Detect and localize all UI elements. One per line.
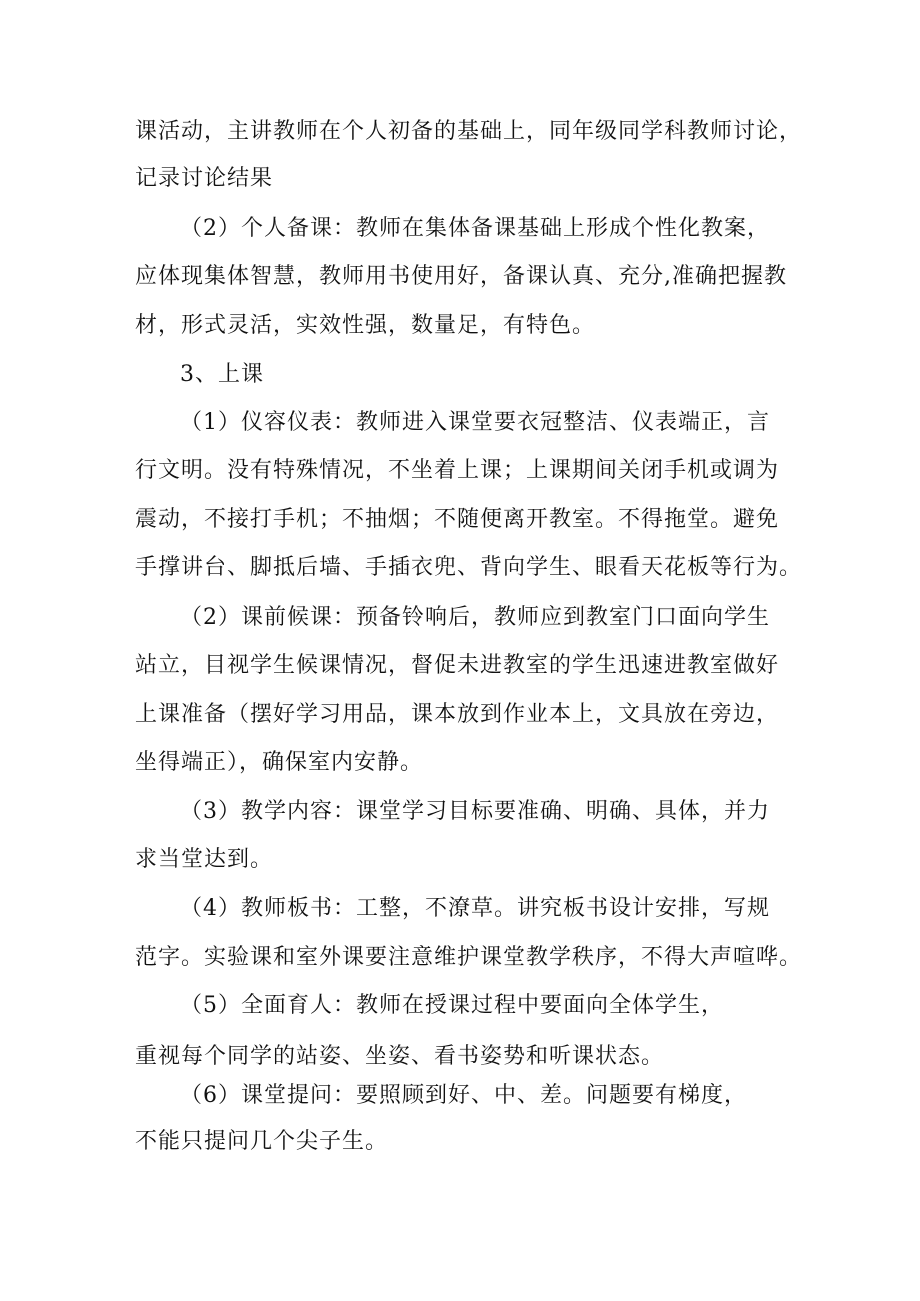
text-line: 上课准备（摆好学习用品，课本放到作业本上，文具放在旁边， (135, 702, 780, 727)
text-line: （2）个人备课：教师在集体备课基础上形成个性化教案， (180, 216, 770, 241)
text-line: 手撑讲台、脚抵后墙、手插衣兜、背向学生、眼看天花板等行为。 (135, 555, 803, 580)
text-line: 应体现集体智慧，教师用书使用好，备课认真、充分,准确把握教 (135, 264, 787, 289)
text-line: 行文明。没有特殊情况，不坐着上课；上课期间关闭手机或调为 (135, 458, 780, 483)
text-line: 求当堂达到。 (135, 847, 274, 872)
text-line: 课活动，主讲教师在个人初备的基础上，同年级同学科教师讨论， (135, 119, 803, 144)
text-line: （2）课前候课：预备铃响后，教师应到教室门口面向学生 (180, 605, 770, 630)
text-line: （1）仪容仪表：教师进入课堂要衣冠整洁、仪表端正，言 (180, 410, 770, 435)
text-line: （5）全面育人：教师在授课过程中要面向全体学生， (180, 993, 724, 1018)
section-heading: 3、上课 (180, 362, 264, 387)
text-line: 坐得端正），确保室内安静。 (135, 750, 424, 775)
text-line: （4）教师板书：工整，不潦草。讲究板书设计安排，写规 (180, 896, 770, 921)
text-line: 重视每个同学的站姿、坐姿、看书姿势和听课状态。 (135, 1044, 665, 1069)
text-line: （3）教学内容：课堂学习目标要准确、明确、具体，并力 (180, 799, 770, 824)
text-line: 材，形式灵活，实效性强，数量足，有特色。 (135, 313, 596, 338)
text-line: 范字。实验课和室外课要注意维护课堂教学秩序，不得大声喧哗。 (135, 945, 803, 970)
text-line: 震动，不接打手机；不抽烟；不随便离开教室。不得拖堂。避免 (135, 507, 780, 532)
text-line: 记录讨论结果 (135, 166, 274, 191)
text-line: 站立，目视学生候课情况，督促未进教室的学生迅速进教室做好 (135, 653, 780, 678)
text-line: 不能只提问几个尖子生。 (135, 1129, 389, 1154)
text-line: （6）课堂提问：要照顾到好、中、差。问题要有梯度， (180, 1083, 747, 1108)
